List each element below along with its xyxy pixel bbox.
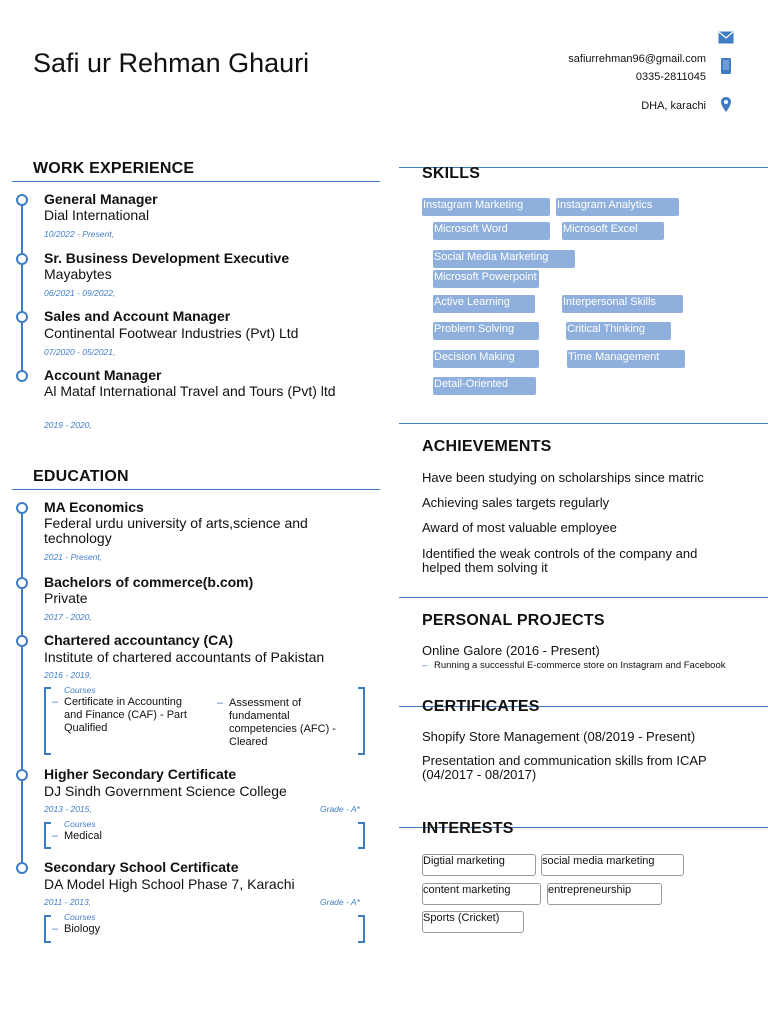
- interest-tag: entrepreneurship: [547, 883, 662, 905]
- skill-tag: Problem Solving: [433, 322, 539, 340]
- course-item: – Certificate in Accounting and Finance (CAF) - Part Qualified: [52, 696, 187, 734]
- projects-heading: PERSONAL PROJECTS: [422, 612, 605, 629]
- interest-tag: Digtial marketing: [422, 854, 536, 876]
- courses-bracket-right: [358, 822, 365, 849]
- course-item: – Medical: [52, 830, 102, 842]
- email-icon: [718, 31, 734, 44]
- degree-grade: Grade - A*: [320, 897, 360, 907]
- skill-tag: Social Media Marketing: [433, 250, 575, 268]
- skills-heading: SKILLS: [422, 165, 481, 182]
- job-title: General Manager: [44, 191, 158, 207]
- certificates-heading: CERTIFICATES: [422, 698, 540, 715]
- achievements-heading: ACHIEVEMENTS: [422, 438, 552, 455]
- skill-tag: Time Management: [567, 350, 685, 368]
- achievement-item: Have been studying on scholarships since matric: [422, 470, 704, 485]
- job-company: Al Mataf International Travel and Tours (Pvt) ltd: [44, 383, 336, 399]
- location-icon: [721, 97, 731, 112]
- education-timeline-line: [21, 507, 23, 866]
- course-item: – Biology: [52, 923, 101, 935]
- achievements-divider: [399, 423, 768, 424]
- skill-tag: Critical Thinking: [566, 322, 671, 340]
- job-dates: 06/2021 - 09/2022,: [44, 288, 116, 298]
- courses-label: Courses: [64, 912, 96, 922]
- skill-tag: Microsoft Word: [433, 222, 550, 240]
- candidate-name: Safi ur Rehman Ghauri: [33, 48, 310, 78]
- course-dash: –: [52, 830, 59, 842]
- degree-dates: 2011 - 2013,: [44, 897, 92, 907]
- job-title: Account Manager: [44, 367, 162, 383]
- courses-label: Courses: [64, 819, 96, 829]
- courses-bracket-right: [358, 915, 365, 943]
- achievement-item: Award of most valuable employee: [422, 520, 617, 535]
- projects-divider: [399, 597, 768, 598]
- skill-tag: Instagram Marketing: [422, 198, 550, 216]
- job-title: Sales and Account Manager: [44, 308, 231, 324]
- courses-bracket-left: [44, 915, 51, 943]
- interest-tag: content marketing: [422, 883, 541, 905]
- courses-bracket-right: [358, 687, 365, 755]
- location-text: DHA, karachi: [641, 100, 706, 112]
- job-title: Sr. Business Development Executive: [44, 250, 290, 266]
- skill-tag: Microsoft Powerpoint: [433, 270, 539, 288]
- job-company: Continental Footwear Industries (Pvt) Ltd: [44, 325, 299, 341]
- timeline-dot: [16, 635, 28, 647]
- timeline-dot: [16, 502, 28, 514]
- course-dash: –: [52, 696, 59, 708]
- degree-institute: Private: [44, 590, 88, 606]
- skill-tag: Instagram Analytics: [556, 198, 679, 216]
- timeline-dot: [16, 577, 28, 589]
- job-dates: 10/2022 - Present,: [44, 229, 114, 239]
- education-divider: [12, 489, 380, 490]
- degree-title: MA Economics: [44, 499, 144, 515]
- email-text[interactable]: safiurrehman96@gmail.com: [568, 53, 706, 65]
- degree-institute: DA Model High School Phase 7, Karachi: [44, 876, 295, 892]
- degree-dates: 2021 - Present,: [44, 552, 103, 562]
- project-detail: – Running a successful E-commerce store on Instagram and Facebook: [422, 660, 726, 671]
- achievement-item: Identified the weak controls of the company and helped them solving it: [422, 546, 698, 575]
- courses-bracket-left: [44, 822, 51, 849]
- work-timeline-line: [21, 199, 23, 376]
- course-dash: –: [52, 923, 59, 935]
- degree-institute: Institute of chartered accountants of Pakistan: [44, 649, 325, 665]
- timeline-dot: [16, 769, 28, 781]
- degree-institute: DJ Sindh Government Science College: [44, 783, 287, 799]
- phone-text[interactable]: 0335-2811045: [635, 71, 706, 83]
- degree-title: Chartered accountancy (CA): [44, 632, 234, 648]
- skill-tag: Decision Making: [433, 350, 539, 368]
- timeline-dot: [16, 862, 28, 874]
- job-dates: 2019 - 2020,: [44, 420, 92, 430]
- degree-title: Bachelors of commerce(b.com): [44, 574, 254, 590]
- degree-dates: 2017 - 2020,: [44, 612, 92, 622]
- education-heading: EDUCATION: [33, 468, 129, 485]
- degree-dates: 2016 - 2019,: [44, 670, 92, 680]
- work-experience-heading: WORK EXPERIENCE: [33, 160, 195, 177]
- timeline-dot: [16, 311, 28, 323]
- certificate-item: Presentation and communication skills from ICAP (04/2017 - 08/2017): [422, 753, 707, 782]
- skill-tag: Interpersonal Skills: [562, 295, 683, 313]
- job-company: Mayabytes: [44, 266, 112, 282]
- timeline-dot: [16, 194, 28, 206]
- project-name: Online Galore (2016 - Present): [422, 643, 600, 658]
- skill-tag: Microsoft Excel: [562, 222, 664, 240]
- phone-icon: [721, 58, 731, 74]
- work-experience-divider: [12, 181, 380, 182]
- degree-grade: Grade - A*: [320, 804, 360, 814]
- degree-title: Higher Secondary Certificate: [44, 766, 237, 782]
- timeline-dot: [16, 253, 28, 265]
- courses-label: Courses: [64, 685, 96, 695]
- timeline-dot: [16, 370, 28, 382]
- degree-institute: Federal urdu university of arts,science and technology: [44, 515, 308, 546]
- courses-bracket-left: [44, 687, 51, 755]
- degree-dates: 2013 - 2015,: [44, 804, 92, 814]
- project-dash: –: [422, 660, 428, 671]
- degree-title: Secondary School Certificate: [44, 859, 239, 875]
- job-dates: 07/2020 - 05/2021,: [44, 347, 116, 357]
- interests-heading: INTERESTS: [422, 820, 514, 837]
- course-item: – Assessment of fundamental competencies (AFC) - Cleared: [217, 697, 336, 748]
- interest-tag: social media marketing: [541, 854, 684, 876]
- achievement-item: Achieving sales targets regularly: [422, 495, 610, 510]
- certificate-item: Shopify Store Management (08/2019 - Present): [422, 729, 696, 744]
- course-dash: –: [217, 697, 224, 709]
- job-company: Dial International: [44, 207, 150, 223]
- skill-tag: Active Learning: [433, 295, 535, 313]
- interest-tag: Sports (Cricket): [422, 911, 524, 933]
- skill-tag: Detail-Oriented: [433, 377, 536, 395]
